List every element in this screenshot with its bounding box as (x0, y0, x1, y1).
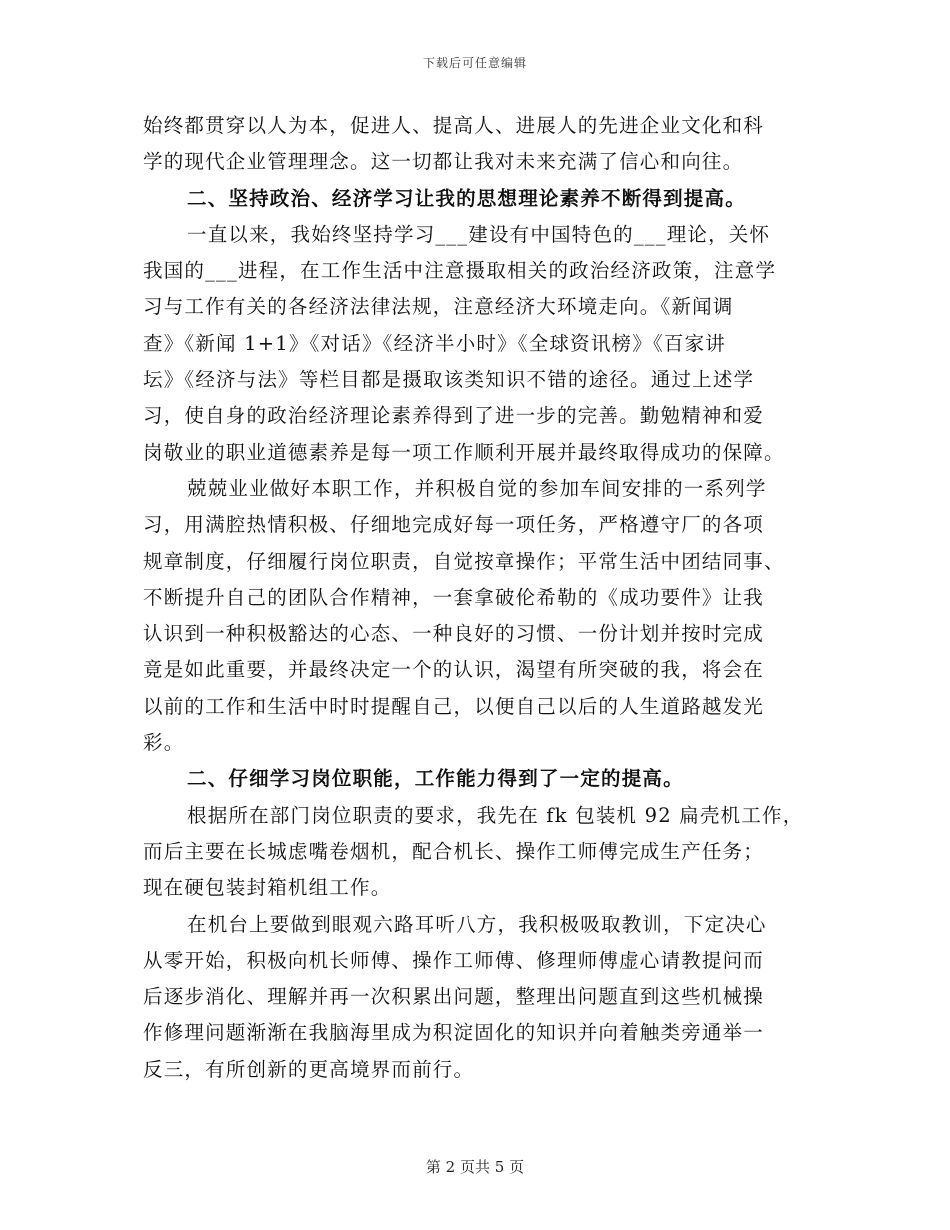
heading-line: 二、仔细学习岗位职能，工作能力得到了一定的提高。 (187, 767, 684, 791)
text-line: 以前的工作和生活中时时提醒自己，以便自己以后的人生道路越发光 (143, 694, 765, 718)
text-line: 始终都贯穿以人为本，促进人、提高人、进展人的先进企业文化和科 (143, 114, 765, 137)
text-line: 岗敬业的职业道德素养是每一项工作顺利开展并最终取得成功的保障。 (143, 440, 785, 464)
text-line: 习，用满腔热情积极、仔细地完成好每一项任务，严格遵守厂的各项 (143, 513, 765, 537)
text-line: 认识到一种积极豁达的心态、一种良好的习惯、一份计划并按时完成 (143, 622, 765, 646)
section-heading (143, 761, 807, 797)
text-line: 习与工作有关的各经济法律法规，注意经济大环境走向。《新闻调 (143, 295, 734, 319)
text-line: 查》《新闻 1+1》《对话》《经济半小时》《全球资讯榜》《百家讲 (143, 331, 727, 355)
section-heading (143, 181, 807, 217)
page-header: 下载后可任意编辑 (422, 56, 527, 70)
paragraph (143, 217, 807, 471)
text-line: 从零开始，积极向机长师傅、操作工师傅、修理师傅虚心请教提问而 (143, 948, 765, 972)
paragraph (143, 907, 807, 1088)
paragraph (143, 471, 807, 761)
text-line: 彩。 (143, 731, 185, 755)
text-line: 不断提升自己的团队合作精神，一套拿破伦希勒的《成功要件》让我 (143, 585, 765, 609)
text-line: 反三，有所创新的更高境界而前行。 (143, 1057, 475, 1081)
text-line: 作修理问题渐渐在我脑海里成为积淀固化的知识并向着触类旁通举一 (143, 1021, 765, 1045)
text-line: 坛》《经济与法》等栏目都是摄取该类知识不错的途径。通过上述学 (143, 368, 755, 392)
text-line: 后逐步消化、理解并再一次积累出问题，整理出问题直到这些机械操 (143, 985, 765, 1009)
text-line: 在机台上要做到眼观六路耳听八方，我积极吸取教训，下定决心 (187, 912, 767, 936)
text-line: 而后主要在长城虑嘴卷烟机，配合机长、操作工师傅完成生产任务； (143, 839, 765, 863)
text-line: 规章制度，仔细履行岗位职责，自觉按章操作；平常生活中团结同事、 (143, 549, 785, 573)
document-body (143, 108, 807, 1088)
text-line: 兢兢业业做好本职工作，并积极自觉的参加车间安排的一系列学 (187, 476, 767, 500)
text-line: 我国的___进程，在工作生活中注意摄取相关的政治经济政策，注意学 (143, 259, 777, 283)
text-line: 现在硬包装封箱机组工作。 (143, 876, 392, 900)
page-footer: 第 2 页共 5 页 (425, 1158, 525, 1176)
text-line: 竟是如此重要，并最终决定一个的认识，渴望有所突破的我，将会在 (143, 658, 765, 682)
text-line: 习，使自身的政治经济理论素养得到了进一步的完善。勤勉精神和爱 (143, 404, 765, 428)
paragraph (143, 108, 807, 181)
paragraph (143, 798, 807, 907)
text-line: 学的现代企业管理理念。这一切都让我对未来充满了信心和向往。 (143, 150, 744, 174)
text-line: 一直以来，我始终坚持学习___建设有中国特色的___理论，关怀 (187, 222, 771, 246)
text-line: 根据所在部门岗位职责的要求，我先在 fk 包装机 92 扁壳机工作， (187, 803, 804, 827)
heading-line: 二、坚持政治、经济学习让我的思想理论素养不断得到提高。 (187, 186, 746, 210)
